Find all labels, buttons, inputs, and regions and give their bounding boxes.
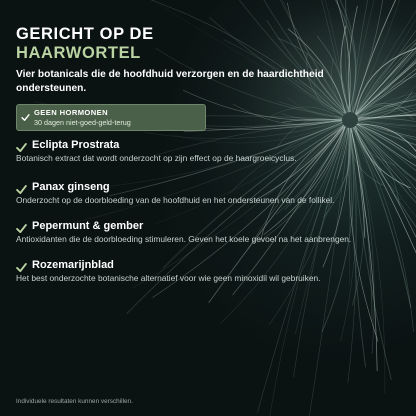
headline-line-2: HAARWORTEL: [16, 44, 141, 62]
benefit-name: Pepermunt & gember: [32, 220, 144, 232]
benefit-description: Botanisch extract dat wordt onderzocht op zijn effect op de haargroeicyclus.: [16, 153, 297, 163]
benefit-name: Eclipta Prostrata: [32, 139, 120, 151]
headline-line-1: GERICHT OP DE: [16, 25, 154, 43]
benefit-description: Antioxidanten die de doorbloeding stimuleren. Geven het koele gevoel na het aanbrengen.: [16, 234, 352, 244]
benefit-description: Het best onderzochte botanische alternatief voor wie geen minoxidil wil gebruiken.: [16, 273, 321, 283]
headline: [16, 25, 154, 63]
badge-subtitle: 30 dagen niet-goed-geld-terug: [34, 117, 131, 127]
benefit-name: Rozemarijnblad: [32, 259, 114, 271]
benefit-name: Panax ginseng: [32, 181, 110, 193]
benefit-description: Onderzocht op de doorbloeding van de hoofdhuid en het ondersteunen van de follikel.: [16, 195, 335, 205]
check-icon: [17, 105, 34, 130]
badge-title: GEEN HORMONEN: [34, 107, 108, 117]
no-hormones-badge: [16, 104, 206, 131]
disclaimer: Individuele resultaten kunnen verschillen.: [16, 398, 133, 405]
intro-text: Vier botanicals die de hoofdhuid verzorgen en de haardichtheid ondersteunen.: [16, 69, 324, 94]
